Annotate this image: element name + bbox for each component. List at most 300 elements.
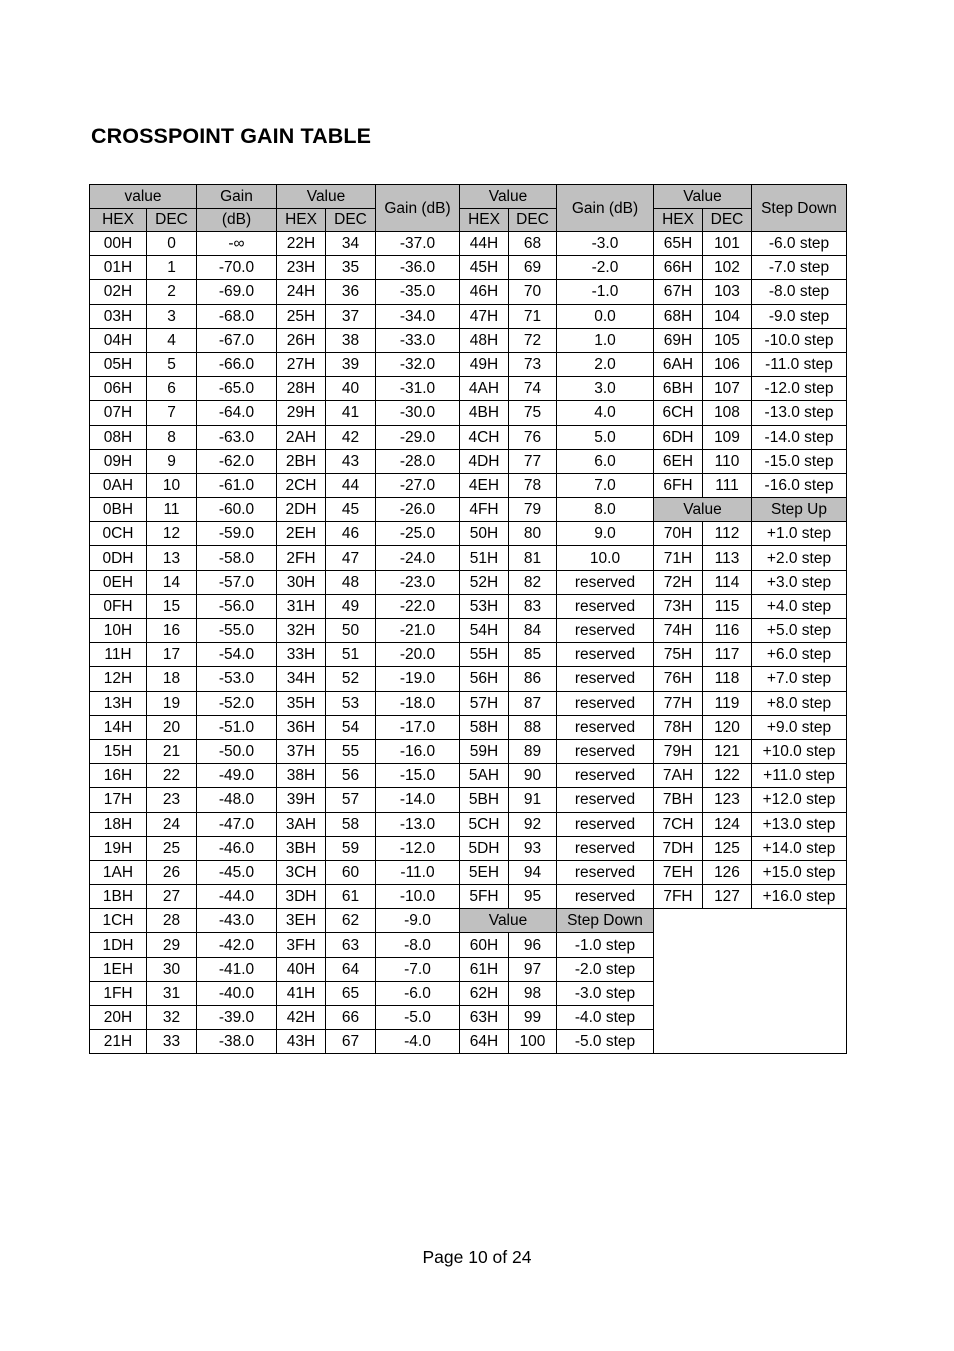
hex-cell: 0CH <box>90 522 147 546</box>
dec-cell: 20 <box>147 715 197 739</box>
gain-cell: -69.0 <box>197 280 277 304</box>
gain-cell: -45.0 <box>197 860 277 884</box>
gain-cell: -9.0 <box>376 909 460 933</box>
dec-cell: 57 <box>326 788 376 812</box>
step-cell: +4.0 step <box>752 594 847 618</box>
step-cell: -9.0 step <box>752 304 847 328</box>
dec-cell: 86 <box>509 667 557 691</box>
hex-cell: 1FH <box>90 981 147 1005</box>
hex-cell: 6BH <box>654 377 703 401</box>
gain-cell: reserved <box>557 764 654 788</box>
dec-cell: 16 <box>147 619 197 643</box>
header-value-3: Value <box>460 185 557 209</box>
dec-cell: 58 <box>326 812 376 836</box>
dec-cell: 59 <box>326 836 376 860</box>
gain-cell: -60.0 <box>197 498 277 522</box>
hex-cell: 1EH <box>90 957 147 981</box>
hex-cell: 5BH <box>460 788 509 812</box>
table-row <box>90 401 847 425</box>
dec-cell: 112 <box>703 522 752 546</box>
step-cell: -13.0 step <box>752 401 847 425</box>
dec-cell: 120 <box>703 715 752 739</box>
dec-cell: 11 <box>147 498 197 522</box>
dec-cell: 117 <box>703 643 752 667</box>
dec-cell: 108 <box>703 401 752 425</box>
header-gain-1-bottom: (dB) <box>197 208 277 232</box>
hex-cell: 55H <box>460 643 509 667</box>
hex-cell: 71H <box>654 546 703 570</box>
hex-cell: 52H <box>460 570 509 594</box>
hex-cell: 56H <box>460 667 509 691</box>
step-cell: +14.0 step <box>752 836 847 860</box>
hex-cell: 23H <box>277 256 326 280</box>
gain-cell: -43.0 <box>197 909 277 933</box>
dec-cell: 101 <box>703 232 752 256</box>
header-row-1 <box>90 185 847 209</box>
step-cell: +1.0 step <box>752 522 847 546</box>
gain-cell: -56.0 <box>197 594 277 618</box>
dec-cell: 9 <box>147 449 197 473</box>
header-dec-2: DEC <box>326 208 376 232</box>
hex-cell: 46H <box>460 280 509 304</box>
step-cell: +3.0 step <box>752 570 847 594</box>
dec-cell: 73 <box>509 352 557 376</box>
dec-cell: 55 <box>326 739 376 763</box>
gain-cell: -61.0 <box>197 473 277 497</box>
dec-cell: 36 <box>326 280 376 304</box>
gain-cell: -37.0 <box>376 232 460 256</box>
dec-cell: 63 <box>326 933 376 957</box>
empty-area <box>654 909 847 1054</box>
hex-cell: 6DH <box>654 425 703 449</box>
gain-cell: -16.0 <box>376 739 460 763</box>
hex-cell: 5EH <box>460 860 509 884</box>
table-row <box>90 643 847 667</box>
dec-cell: 106 <box>703 352 752 376</box>
page-number: Page 10 of 24 <box>422 1247 532 1267</box>
table-row <box>90 836 847 860</box>
header-value-4: Value <box>654 185 752 209</box>
hex-cell: 27H <box>277 352 326 376</box>
hex-cell: 63H <box>460 1006 509 1030</box>
dec-cell: 18 <box>147 667 197 691</box>
dec-cell: 122 <box>703 764 752 788</box>
dec-cell: 27 <box>147 885 197 909</box>
dec-cell: 22 <box>147 764 197 788</box>
dec-cell: 44 <box>326 473 376 497</box>
step-cell: -11.0 step <box>752 352 847 376</box>
hex-cell: 41H <box>277 981 326 1005</box>
hex-cell: 32H <box>277 619 326 643</box>
hex-cell: 6FH <box>654 473 703 497</box>
hex-cell: 13H <box>90 691 147 715</box>
hex-cell: 19H <box>90 836 147 860</box>
gain-cell: -68.0 <box>197 304 277 328</box>
hex-cell: 67H <box>654 280 703 304</box>
header-dec-3: DEC <box>509 208 557 232</box>
hex-cell: 39H <box>277 788 326 812</box>
hex-cell: 25H <box>277 304 326 328</box>
dec-cell: 29 <box>147 933 197 957</box>
hex-cell: 61H <box>460 957 509 981</box>
gain-cell: -∞ <box>197 232 277 256</box>
step-cell: -10.0 step <box>752 328 847 352</box>
gain-cell: -41.0 <box>197 957 277 981</box>
hex-cell: 0EH <box>90 570 147 594</box>
dec-cell: 66 <box>326 1006 376 1030</box>
dec-cell: 23 <box>147 788 197 812</box>
gain-cell: -49.0 <box>197 764 277 788</box>
subheader-value-4: Value <box>654 498 752 522</box>
hex-cell: 22H <box>277 232 326 256</box>
table-row <box>90 498 847 522</box>
dec-cell: 113 <box>703 546 752 570</box>
hex-cell: 4CH <box>460 425 509 449</box>
hex-cell: 74H <box>654 619 703 643</box>
gain-cell: -44.0 <box>197 885 277 909</box>
gain-cell: reserved <box>557 594 654 618</box>
gain-cell: reserved <box>557 570 654 594</box>
dec-cell: 100 <box>509 1030 557 1054</box>
gain-cell: 8.0 <box>557 498 654 522</box>
dec-cell: 19 <box>147 691 197 715</box>
hex-cell: 7DH <box>654 836 703 860</box>
header-gain-2: Gain (dB) <box>376 185 460 232</box>
dec-cell: 21 <box>147 739 197 763</box>
dec-cell: 109 <box>703 425 752 449</box>
step-cell: +12.0 step <box>752 788 847 812</box>
hex-cell: 21H <box>90 1030 147 1054</box>
table-row <box>90 764 847 788</box>
hex-cell: 4FH <box>460 498 509 522</box>
hex-cell: 1AH <box>90 860 147 884</box>
gain-cell: -42.0 <box>197 933 277 957</box>
hex-cell: 30H <box>277 570 326 594</box>
gain-cell: reserved <box>557 643 654 667</box>
dec-cell: 127 <box>703 885 752 909</box>
dec-cell: 104 <box>703 304 752 328</box>
hex-cell: 7FH <box>654 885 703 909</box>
gain-cell: -17.0 <box>376 715 460 739</box>
hex-cell: 5FH <box>460 885 509 909</box>
dec-cell: 5 <box>147 352 197 376</box>
dec-cell: 125 <box>703 836 752 860</box>
gain-cell: -57.0 <box>197 570 277 594</box>
step-cell: -15.0 step <box>752 449 847 473</box>
gain-cell: -18.0 <box>376 691 460 715</box>
dec-cell: 28 <box>147 909 197 933</box>
gain-cell: -28.0 <box>376 449 460 473</box>
dec-cell: 38 <box>326 328 376 352</box>
dec-cell: 115 <box>703 594 752 618</box>
dec-cell: 0 <box>147 232 197 256</box>
hex-cell: 48H <box>460 328 509 352</box>
dec-cell: 80 <box>509 522 557 546</box>
header-dec-1: DEC <box>147 208 197 232</box>
dec-cell: 67 <box>326 1030 376 1054</box>
hex-cell: 7CH <box>654 812 703 836</box>
gain-cell: -53.0 <box>197 667 277 691</box>
hex-cell: 60H <box>460 933 509 957</box>
hex-cell: 59H <box>460 739 509 763</box>
gain-cell: -1.0 <box>557 280 654 304</box>
hex-cell: 3AH <box>277 812 326 836</box>
hex-cell: 5DH <box>460 836 509 860</box>
hex-cell: 11H <box>90 643 147 667</box>
hex-cell: 24H <box>277 280 326 304</box>
dec-cell: 2 <box>147 280 197 304</box>
gain-cell: -40.0 <box>197 981 277 1005</box>
header-hex-2: HEX <box>277 208 326 232</box>
dec-cell: 96 <box>509 933 557 957</box>
step-cell: -16.0 step <box>752 473 847 497</box>
gain-cell: -26.0 <box>376 498 460 522</box>
gain-cell: 1.0 <box>557 328 654 352</box>
hex-cell: 4DH <box>460 449 509 473</box>
dec-cell: 10 <box>147 473 197 497</box>
header-hex-3: HEX <box>460 208 509 232</box>
dec-cell: 1 <box>147 256 197 280</box>
dec-cell: 35 <box>326 256 376 280</box>
gain-cell: reserved <box>557 836 654 860</box>
table-row <box>90 522 847 546</box>
dec-cell: 14 <box>147 570 197 594</box>
table-row <box>90 352 847 376</box>
hex-cell: 16H <box>90 764 147 788</box>
table-row <box>90 304 847 328</box>
dec-cell: 88 <box>509 715 557 739</box>
hex-cell: 10H <box>90 619 147 643</box>
hex-cell: 3EH <box>277 909 326 933</box>
hex-cell: 47H <box>460 304 509 328</box>
dec-cell: 84 <box>509 619 557 643</box>
gain-cell: reserved <box>557 715 654 739</box>
dec-cell: 12 <box>147 522 197 546</box>
gain-cell: -55.0 <box>197 619 277 643</box>
step-cell: -7.0 step <box>752 256 847 280</box>
hex-cell: 36H <box>277 715 326 739</box>
dec-cell: 102 <box>703 256 752 280</box>
gain-cell: -19.0 <box>376 667 460 691</box>
gain-cell: -50.0 <box>197 739 277 763</box>
dec-cell: 62 <box>326 909 376 933</box>
header-gain-3: Gain (dB) <box>557 185 654 232</box>
gain-cell: -58.0 <box>197 546 277 570</box>
gain-cell: 5.0 <box>557 425 654 449</box>
dec-cell: 52 <box>326 667 376 691</box>
gain-cell: -5.0 <box>376 1006 460 1030</box>
subheader-step-up-4: Step Up <box>752 498 847 522</box>
hex-cell: 07H <box>90 401 147 425</box>
gain-cell: -3.0 <box>557 232 654 256</box>
gain-cell: -62.0 <box>197 449 277 473</box>
dec-cell: 45 <box>326 498 376 522</box>
dec-cell: 99 <box>509 1006 557 1030</box>
table-row <box>90 425 847 449</box>
gain-cell: -8.0 <box>376 933 460 957</box>
hex-cell: 73H <box>654 594 703 618</box>
dec-cell: 79 <box>509 498 557 522</box>
dec-cell: 26 <box>147 860 197 884</box>
dec-cell: 105 <box>703 328 752 352</box>
dec-cell: 98 <box>509 981 557 1005</box>
dec-cell: 82 <box>509 570 557 594</box>
gain-cell: -36.0 <box>376 256 460 280</box>
dec-cell: 31 <box>147 981 197 1005</box>
subheader-value-3: Value <box>460 909 557 933</box>
table-row <box>90 256 847 280</box>
dec-cell: 95 <box>509 885 557 909</box>
table-row <box>90 280 847 304</box>
gain-cell: -47.0 <box>197 812 277 836</box>
gain-cell: -46.0 <box>197 836 277 860</box>
dec-cell: 70 <box>509 280 557 304</box>
gain-cell: -14.0 <box>376 788 460 812</box>
hex-cell: 28H <box>277 377 326 401</box>
hex-cell: 76H <box>654 667 703 691</box>
hex-cell: 26H <box>277 328 326 352</box>
dec-cell: 116 <box>703 619 752 643</box>
subheader-step-down-3: Step Down <box>557 909 654 933</box>
hex-cell: 0AH <box>90 473 147 497</box>
hex-cell: 51H <box>460 546 509 570</box>
table-row <box>90 885 847 909</box>
gain-cell: -48.0 <box>197 788 277 812</box>
gain-cell: -64.0 <box>197 401 277 425</box>
table-row <box>90 377 847 401</box>
hex-cell: 03H <box>90 304 147 328</box>
step-cell: +11.0 step <box>752 764 847 788</box>
dec-cell: 13 <box>147 546 197 570</box>
gain-cell: reserved <box>557 860 654 884</box>
hex-cell: 70H <box>654 522 703 546</box>
dec-cell: 42 <box>326 425 376 449</box>
dec-cell: 47 <box>326 546 376 570</box>
dec-cell: 53 <box>326 691 376 715</box>
gain-cell: 2.0 <box>557 352 654 376</box>
gain-cell: -29.0 <box>376 425 460 449</box>
hex-cell: 42H <box>277 1006 326 1030</box>
gain-cell: -20.0 <box>376 643 460 667</box>
hex-cell: 7EH <box>654 860 703 884</box>
hex-cell: 3CH <box>277 860 326 884</box>
gain-cell: -66.0 <box>197 352 277 376</box>
dec-cell: 30 <box>147 957 197 981</box>
dec-cell: 15 <box>147 594 197 618</box>
gain-cell: 10.0 <box>557 546 654 570</box>
gain-cell: -30.0 <box>376 401 460 425</box>
table-row <box>90 860 847 884</box>
dec-cell: 74 <box>509 377 557 401</box>
hex-cell: 75H <box>654 643 703 667</box>
dec-cell: 46 <box>326 522 376 546</box>
dec-cell: 60 <box>326 860 376 884</box>
dec-cell: 51 <box>326 643 376 667</box>
gain-cell: -2.0 <box>557 256 654 280</box>
hex-cell: 64H <box>460 1030 509 1054</box>
step-cell: -8.0 step <box>752 280 847 304</box>
dec-cell: 37 <box>326 304 376 328</box>
hex-cell: 1BH <box>90 885 147 909</box>
gain-cell: -39.0 <box>197 1006 277 1030</box>
dec-cell: 111 <box>703 473 752 497</box>
gain-cell: -31.0 <box>376 377 460 401</box>
hex-cell: 66H <box>654 256 703 280</box>
dec-cell: 50 <box>326 619 376 643</box>
hex-cell: 3BH <box>277 836 326 860</box>
gain-cell: -24.0 <box>376 546 460 570</box>
dec-cell: 119 <box>703 691 752 715</box>
hex-cell: 04H <box>90 328 147 352</box>
gain-cell: -4.0 <box>376 1030 460 1054</box>
crosspoint-gain-table <box>89 184 847 1054</box>
dec-cell: 126 <box>703 860 752 884</box>
hex-cell: 44H <box>460 232 509 256</box>
hex-cell: 14H <box>90 715 147 739</box>
gain-cell: -10.0 <box>376 885 460 909</box>
dec-cell: 118 <box>703 667 752 691</box>
dec-cell: 4 <box>147 328 197 352</box>
hex-cell: 08H <box>90 425 147 449</box>
gain-cell: reserved <box>557 619 654 643</box>
dec-cell: 110 <box>703 449 752 473</box>
hex-cell: 40H <box>277 957 326 981</box>
gain-cell: -12.0 <box>376 836 460 860</box>
hex-cell: 6EH <box>654 449 703 473</box>
hex-cell: 35H <box>277 691 326 715</box>
dec-cell: 25 <box>147 836 197 860</box>
hex-cell: 3DH <box>277 885 326 909</box>
hex-cell: 58H <box>460 715 509 739</box>
gain-cell: 0.0 <box>557 304 654 328</box>
gain-cell: -32.0 <box>376 352 460 376</box>
step-cell: +5.0 step <box>752 619 847 643</box>
dec-cell: 17 <box>147 643 197 667</box>
dec-cell: 61 <box>326 885 376 909</box>
gain-cell: -15.0 <box>376 764 460 788</box>
hex-cell: 6CH <box>654 401 703 425</box>
hex-cell: 12H <box>90 667 147 691</box>
gain-cell: reserved <box>557 812 654 836</box>
dec-cell: 6 <box>147 377 197 401</box>
dec-cell: 34 <box>326 232 376 256</box>
dec-cell: 72 <box>509 328 557 352</box>
gain-cell: 6.0 <box>557 449 654 473</box>
dec-cell: 121 <box>703 739 752 763</box>
gain-cell: reserved <box>557 885 654 909</box>
gain-cell: -33.0 <box>376 328 460 352</box>
dec-cell: 83 <box>509 594 557 618</box>
gain-cell: -7.0 <box>376 957 460 981</box>
gain-cell: -59.0 <box>197 522 277 546</box>
hex-cell: 4AH <box>460 377 509 401</box>
gain-cell: -13.0 <box>376 812 460 836</box>
table-row <box>90 739 847 763</box>
dec-cell: 43 <box>326 449 376 473</box>
dec-cell: 71 <box>509 304 557 328</box>
dec-cell: 85 <box>509 643 557 667</box>
hex-cell: 7AH <box>654 764 703 788</box>
header-value-2: Value <box>277 185 376 209</box>
hex-cell: 3FH <box>277 933 326 957</box>
dec-cell: 107 <box>703 377 752 401</box>
dec-cell: 76 <box>509 425 557 449</box>
gain-cell: 3.0 <box>557 377 654 401</box>
dec-cell: 8 <box>147 425 197 449</box>
gain-cell: -35.0 <box>376 280 460 304</box>
gain-cell: -23.0 <box>376 570 460 594</box>
step-cell: -1.0 step <box>557 933 654 957</box>
